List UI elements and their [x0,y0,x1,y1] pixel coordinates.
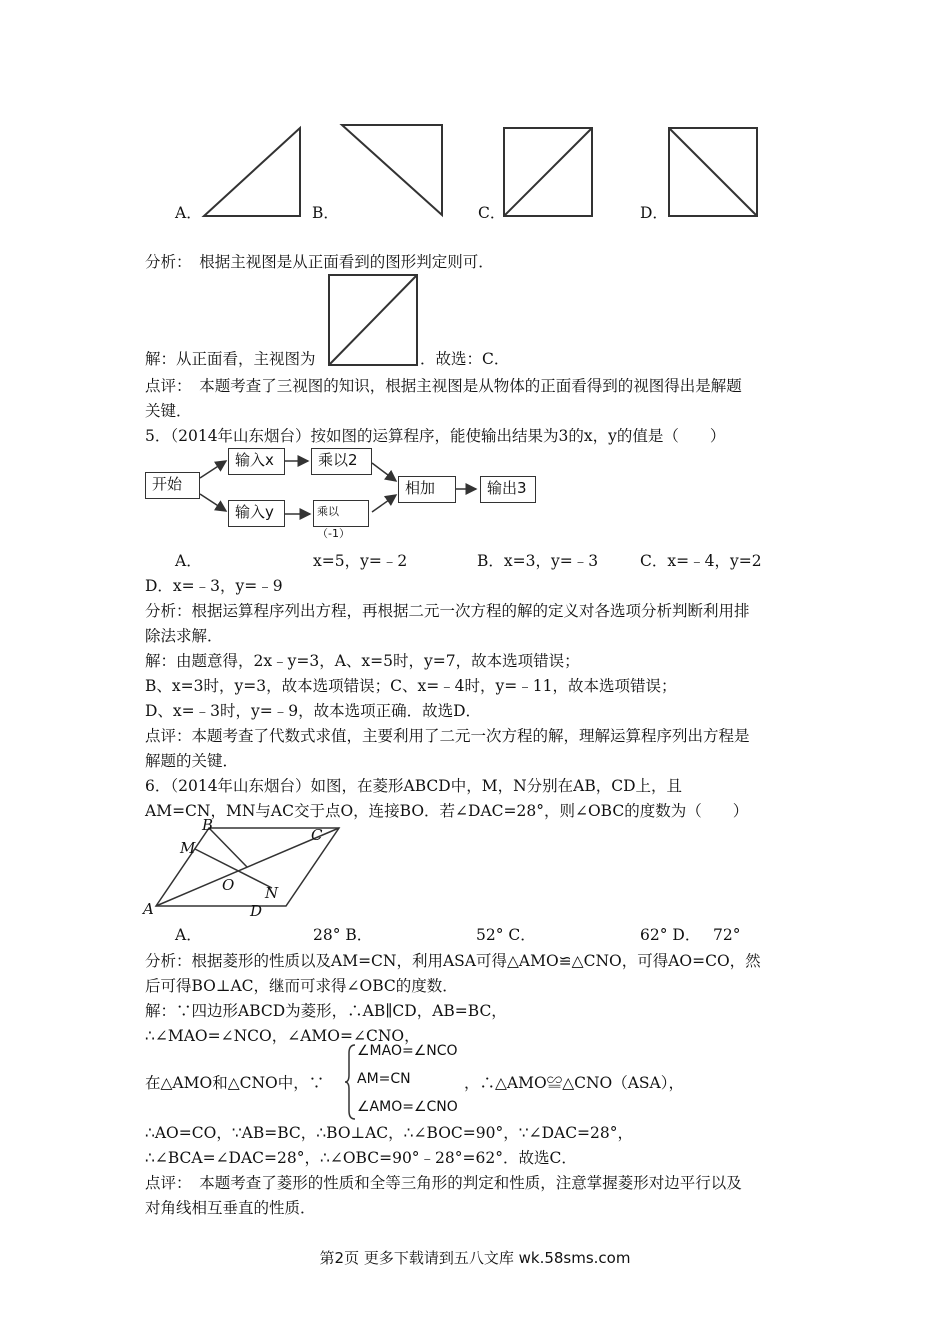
q5-comment-line1: 点评：本题考查了代数式求值，主要利用了二元一次方程的解，理解运算程序列出方程是 [145,727,750,745]
q6-solution-line2: ∴∠MAO=∠NCO，∠AMO=∠CNO， [145,1027,420,1045]
q4-option-b-label: B． [312,204,339,222]
q4-option-b-figure [338,121,446,219]
q6-analysis-line1: 分析：根据菱形的性质以及AM=CN，利用ASA可得△AMO≌△CNO，可得AO=CO，然 [145,952,761,970]
q6-analysis-line2: 后可得BO⊥AC，继而可求得∠OBC的度数． [145,977,458,995]
q5-analysis-line2: 除法求解． [145,627,223,645]
q5-comment-line2: 解题的关键． [145,752,239,770]
flow-input-y-box: 输入y [228,500,285,527]
q4-comment-line2: 关键． [145,402,192,420]
flow-multiply-neg1-box: 乘以（-1） [313,500,369,527]
label-a: A [143,900,154,918]
q5-option-c: C．x=﹣4，y=2 [640,552,762,570]
q5-question: 5．（2014年山东烟台）按如图的运算程序，能使输出结果为3的x，y的值是（ ） [145,427,726,445]
q6-solution-line5: ∴∠BCA=∠DAC=28°，∴∠OBC=90°﹣28°=62°．故选C． [145,1149,577,1167]
q4-option-a-label: A． [175,204,202,222]
q4-comment-line1: 点评： 本题考查了三视图的知识，根据主视图是从物体的正面看得到的视图得出是解题 [145,377,742,395]
q6-option-a-value: 28° B． [313,926,373,944]
q6-solution-line1: 解：∵四边形ABCD为菱形，∴AB∥CD，AB=BC， [145,1002,507,1020]
q6-rhombus-figure [140,818,345,920]
system-line-3: ∠AMO=∠CNO [357,1099,458,1115]
q6-solution-line3-prefix: 在△AMO和△CNO中，∵ [145,1074,325,1092]
flow-start-box: 开始 [145,472,200,499]
equation-system [345,1043,475,1121]
label-m: M [180,839,196,857]
q4-solution-suffix: ．故选：C． [420,350,510,368]
q5-option-a-value: x=5，y=﹣2 [313,552,408,570]
q4-option-a-figure [200,124,304,220]
label-c: C [311,826,323,844]
flow-add-box: 相加 [398,476,456,503]
flow-input-x-box: 输入x [228,448,285,475]
q6-question-line1: 6．（2014年山东烟台）如图，在菱形ABCD中，M，N分别在AB，CD上，且 [145,777,683,795]
flow-multiply-2-box: 乘以2 [311,448,372,475]
q6-solution-line3-suffix: ，∴△AMO≌△CNO（ASA）， [464,1074,684,1092]
left-brace [345,1043,357,1121]
label-n: N [265,884,279,902]
q5-solution-line3: D、x=﹣3时，y=﹣9，故本选项正确．故选D． [145,702,482,720]
system-line-2: AM=CN [357,1071,411,1087]
label-d: D [250,902,263,920]
q6-comment-line1: 点评： 本题考查了菱形的性质和全等三角形的判定和性质，注意掌握菱形对边平行以及 [145,1174,742,1192]
q5-solution-line1: 解：由题意得，2x﹣y=3，A、x=5时，y=7，故本选项错误； [145,652,580,670]
q6-comment-line2: 对角线相互垂直的性质． [145,1199,316,1217]
label-b: B [202,818,214,834]
q5-option-a-label: A． [175,552,202,570]
page-footer: 第2页 更多下载请到五八文库 wk.58sms.com [319,1249,631,1267]
q6-option-d-value: 72° [713,926,741,944]
q4-option-c-figure [502,126,594,218]
q4-analysis: 分析： 根据主视图是从正面看到的图形判定则可． [145,253,494,271]
q6-option-b-value: 52° C． [476,926,536,944]
q4-solution-figure [327,273,419,367]
q6-option-c-value: 62° D． [640,926,701,944]
q4-option-d-label: D． [640,204,668,222]
q5-option-d: D．x=﹣3，y=﹣9 [145,577,283,595]
q4-option-c-label: C． [478,204,506,222]
q5-option-b: B．x=3，y=﹣3 [477,552,599,570]
q6-solution-line4: ∴AO=CO，∵AB=BC，∴BO⊥AC，∴∠BOC=90°，∵∠DAC=28°， [145,1124,634,1142]
label-o: O [222,876,235,894]
q5-analysis-line1: 分析：根据运算程序列出方程，再根据二元一次方程的解的定义对各选项分析判断利用排 [145,602,750,620]
q5-solution-line2: B、x=3时，y=3，故本选项错误；C、x=﹣4时，y=﹣11，故本选项错误； [145,677,677,695]
flow-output-box: 输出3 [480,476,536,503]
q4-solution-prefix: 解：从正面看，主视图为 [145,350,316,368]
q6-question-line2: AM=CN，MN与AC交于点O，连接BO．若∠DAC=28°，则∠OBC的度数为（ ） [145,802,749,820]
q6-option-a-label: A． [175,926,202,944]
system-line-1: ∠MAO=∠NCO [357,1043,458,1059]
q4-option-d-figure [667,126,759,218]
